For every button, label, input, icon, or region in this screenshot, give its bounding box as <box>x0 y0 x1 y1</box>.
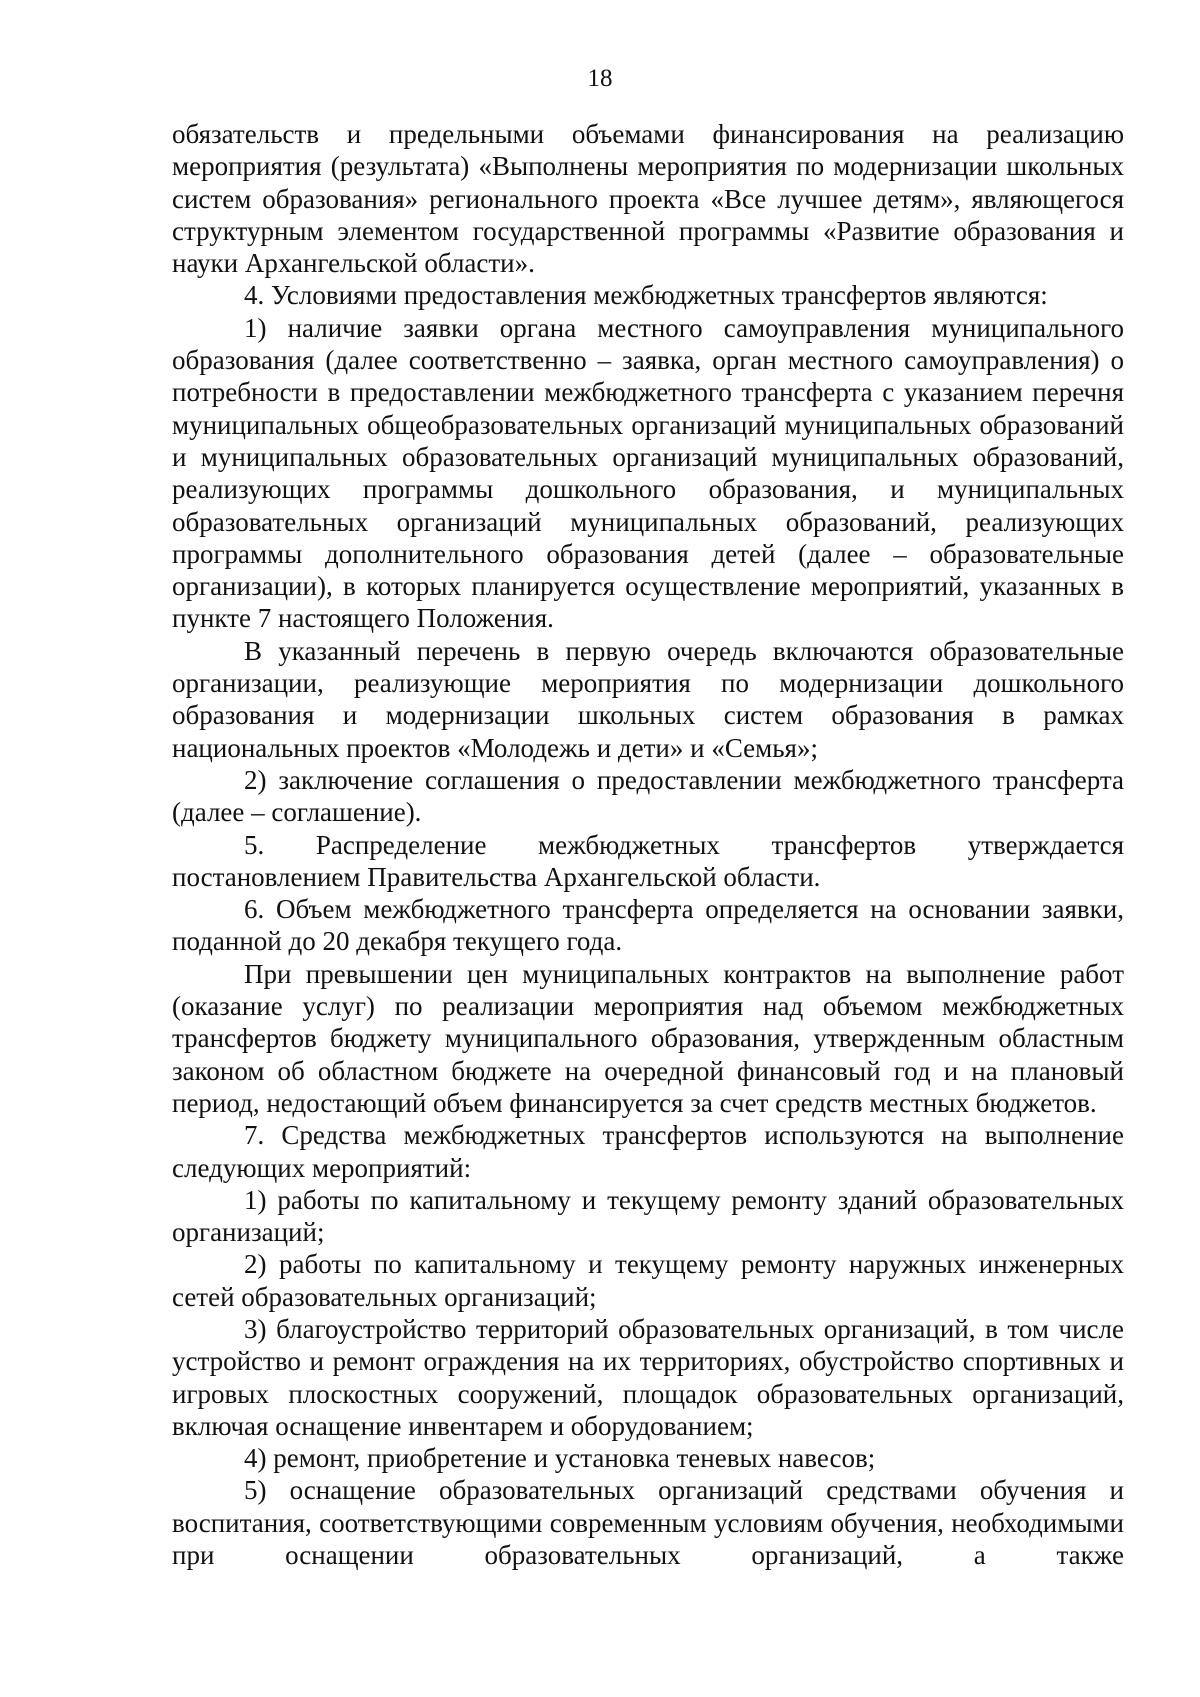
paragraph: При превышении цен муниципальных контрактов на выполнение работ (оказание услуг) по реализации мероприятия над объемом межбюджетных трансфертов бюджету муниципального образования, утвержденным областным законом об областном бюджете на очередной финансовый год и на плановый период, недостающий объем финансируется за счет средств местных бюджетов. <box>172 958 1124 1118</box>
paragraph: 3) благоустройство территорий образовательных организаций, в том числе устройство и ремонт ограждения на их территориях, обустройство спортивных и игровых плоскостных сооружений, площадок образовательных организаций, включая оснащение инвентарем и оборудованием; <box>172 1313 1124 1441</box>
paragraph: 6. Объем межбюджетного трансферта определяется на основании заявки, поданной до 20 декабря текущего года. <box>172 894 1124 957</box>
document-body <box>172 118 1124 1571</box>
paragraph: 4. Условиями предоставления межбюджетных трансфертов являются: <box>244 280 1048 311</box>
paragraph: 2) работы по капитальному и текущему ремонту наружных инженерных сетей образовательных организаций; <box>172 1249 1124 1312</box>
paragraph: 1) наличие заявки органа местного самоуправления муниципального образования (далее соответственно – заявка, орган местного самоуправления) о потребности в предоставлении межбюджетного трансферта с указанием перечня муниципальных общеобразовательных организаций муниципальных образований и муниципальных образовательных организаций муниципальных образований, реализующих программы дошкольного образования, и муниципальных образовательных организаций муниципальных образований, реализующих программы дополнительного образования детей (далее – образовательные организации), в которых планируется осуществление мероприятий, указанных в пункте 7 настоящего Положения. <box>172 312 1124 634</box>
paragraph: 4) ремонт, приобретение и установка теневых навесов; <box>244 1443 876 1474</box>
page-number: 18 <box>587 65 613 92</box>
paragraph: обязательств и предельными объемами финансирования на реализацию мероприятия (результата) «Выполнены мероприятия по модернизации школьных систем образования» регионального проекта «Все лучшее детям», являющегося структурным элементом государственной программы «Развитие образования и науки Архангельской области». <box>172 119 1124 279</box>
paragraph: 2) заключение соглашения о предоставлении межбюджетного трансферта (далее – соглашение). <box>172 764 1124 828</box>
paragraph: В указанный перечень в первую очередь включаются образовательные организации, реализующие мероприятия по модернизации дошкольного образования и модернизации школьных систем образования в рамках национальных проектов «Молодежь и дети» и «Семья»; <box>172 635 1124 763</box>
paragraph: 5. Распределение межбюджетных трансфертов утверждается постановлением Правительства Архангельской области. <box>172 829 1124 892</box>
paragraph: 5) оснащение образовательных организаций средствами обучения и воспитания, соответствующими современным условиям обучения, необходимыми при оснащении образовательных организаций, а также <box>172 1475 1124 1571</box>
paragraph: 7. Средства межбюджетных трансфертов используются на выполнение следующих мероприятий: <box>172 1120 1124 1183</box>
paragraph: 1) работы по капитальному и текущему ремонту зданий образовательных организаций; <box>172 1184 1124 1248</box>
